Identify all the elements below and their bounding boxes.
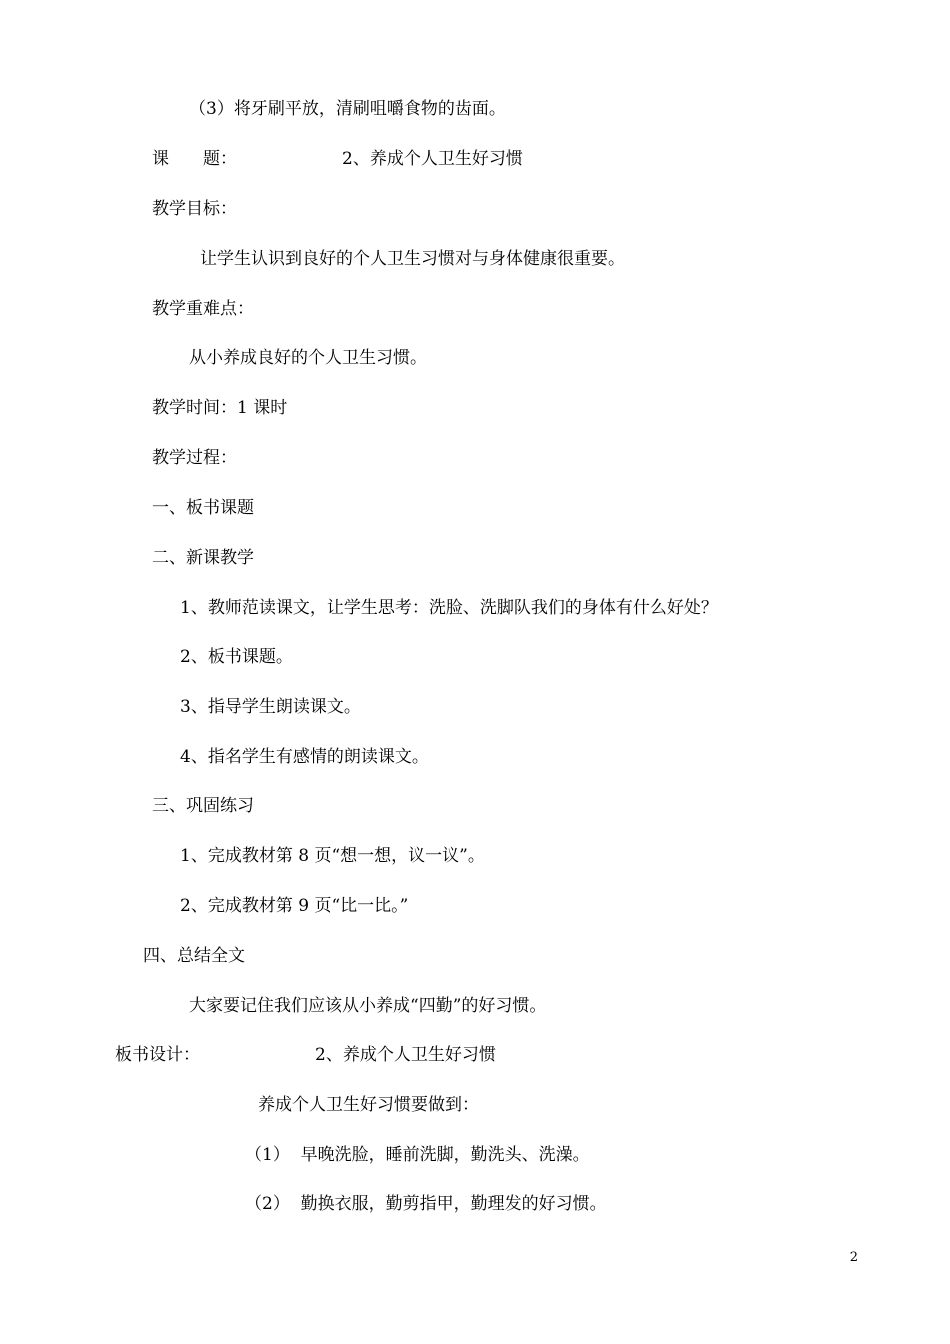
summary-text: 大家要记住我们应该从小养成“四勤”的好习惯。: [189, 996, 547, 1016]
teaching-time: 教学时间：1 课时: [152, 398, 288, 418]
section-heading: 一、板书课题: [152, 498, 254, 518]
list-item: 1、教师范读课文，让学生思考：洗脸、洗脚队我们的身体有什么好处？: [180, 598, 718, 618]
list-item: 2、板书课题。: [180, 647, 293, 667]
board-design-title: 2、养成个人卫生好习惯: [315, 1045, 496, 1065]
section-heading: 四、总结全文: [143, 946, 245, 966]
list-item: 4、指名学生有感情的朗读课文。: [180, 747, 429, 767]
list-item: 1、完成教材第 8 页“想一想，议一议”。: [180, 846, 485, 866]
topic-label: 课 题：: [152, 149, 237, 169]
key-point-text: 从小养成良好的个人卫生习惯。: [189, 348, 427, 368]
toothbrush-step-3: （3）将牙刷平放，清刷咀嚼食物的齿面。: [189, 99, 506, 119]
list-item: 2、完成教材第 9 页“比一比。”: [180, 896, 409, 916]
topic-title: 2、养成个人卫生好习惯: [342, 149, 523, 169]
board-design-item: （1） 早晚洗脸，睡前洗脚，勤洗头、洗澡。: [245, 1145, 590, 1165]
board-design-label: 板书设计：: [115, 1045, 200, 1065]
key-point-label: 教学重难点：: [152, 299, 254, 319]
page-number: 2: [849, 1250, 858, 1265]
board-design-item: （2） 勤换衣服，勤剪指甲，勤理发的好习惯。: [245, 1194, 607, 1214]
objective-text: 让学生认识到良好的个人卫生习惯对与身体健康很重要。: [200, 249, 625, 269]
board-design-subtitle: 养成个人卫生好习惯要做到：: [258, 1095, 479, 1115]
process-label: 教学过程：: [152, 448, 237, 468]
list-item: 3、指导学生朗读课文。: [180, 697, 361, 717]
objective-label: 教学目标：: [152, 199, 237, 219]
section-heading: 三、巩固练习: [152, 796, 254, 816]
section-heading: 二、新课教学: [152, 548, 254, 568]
